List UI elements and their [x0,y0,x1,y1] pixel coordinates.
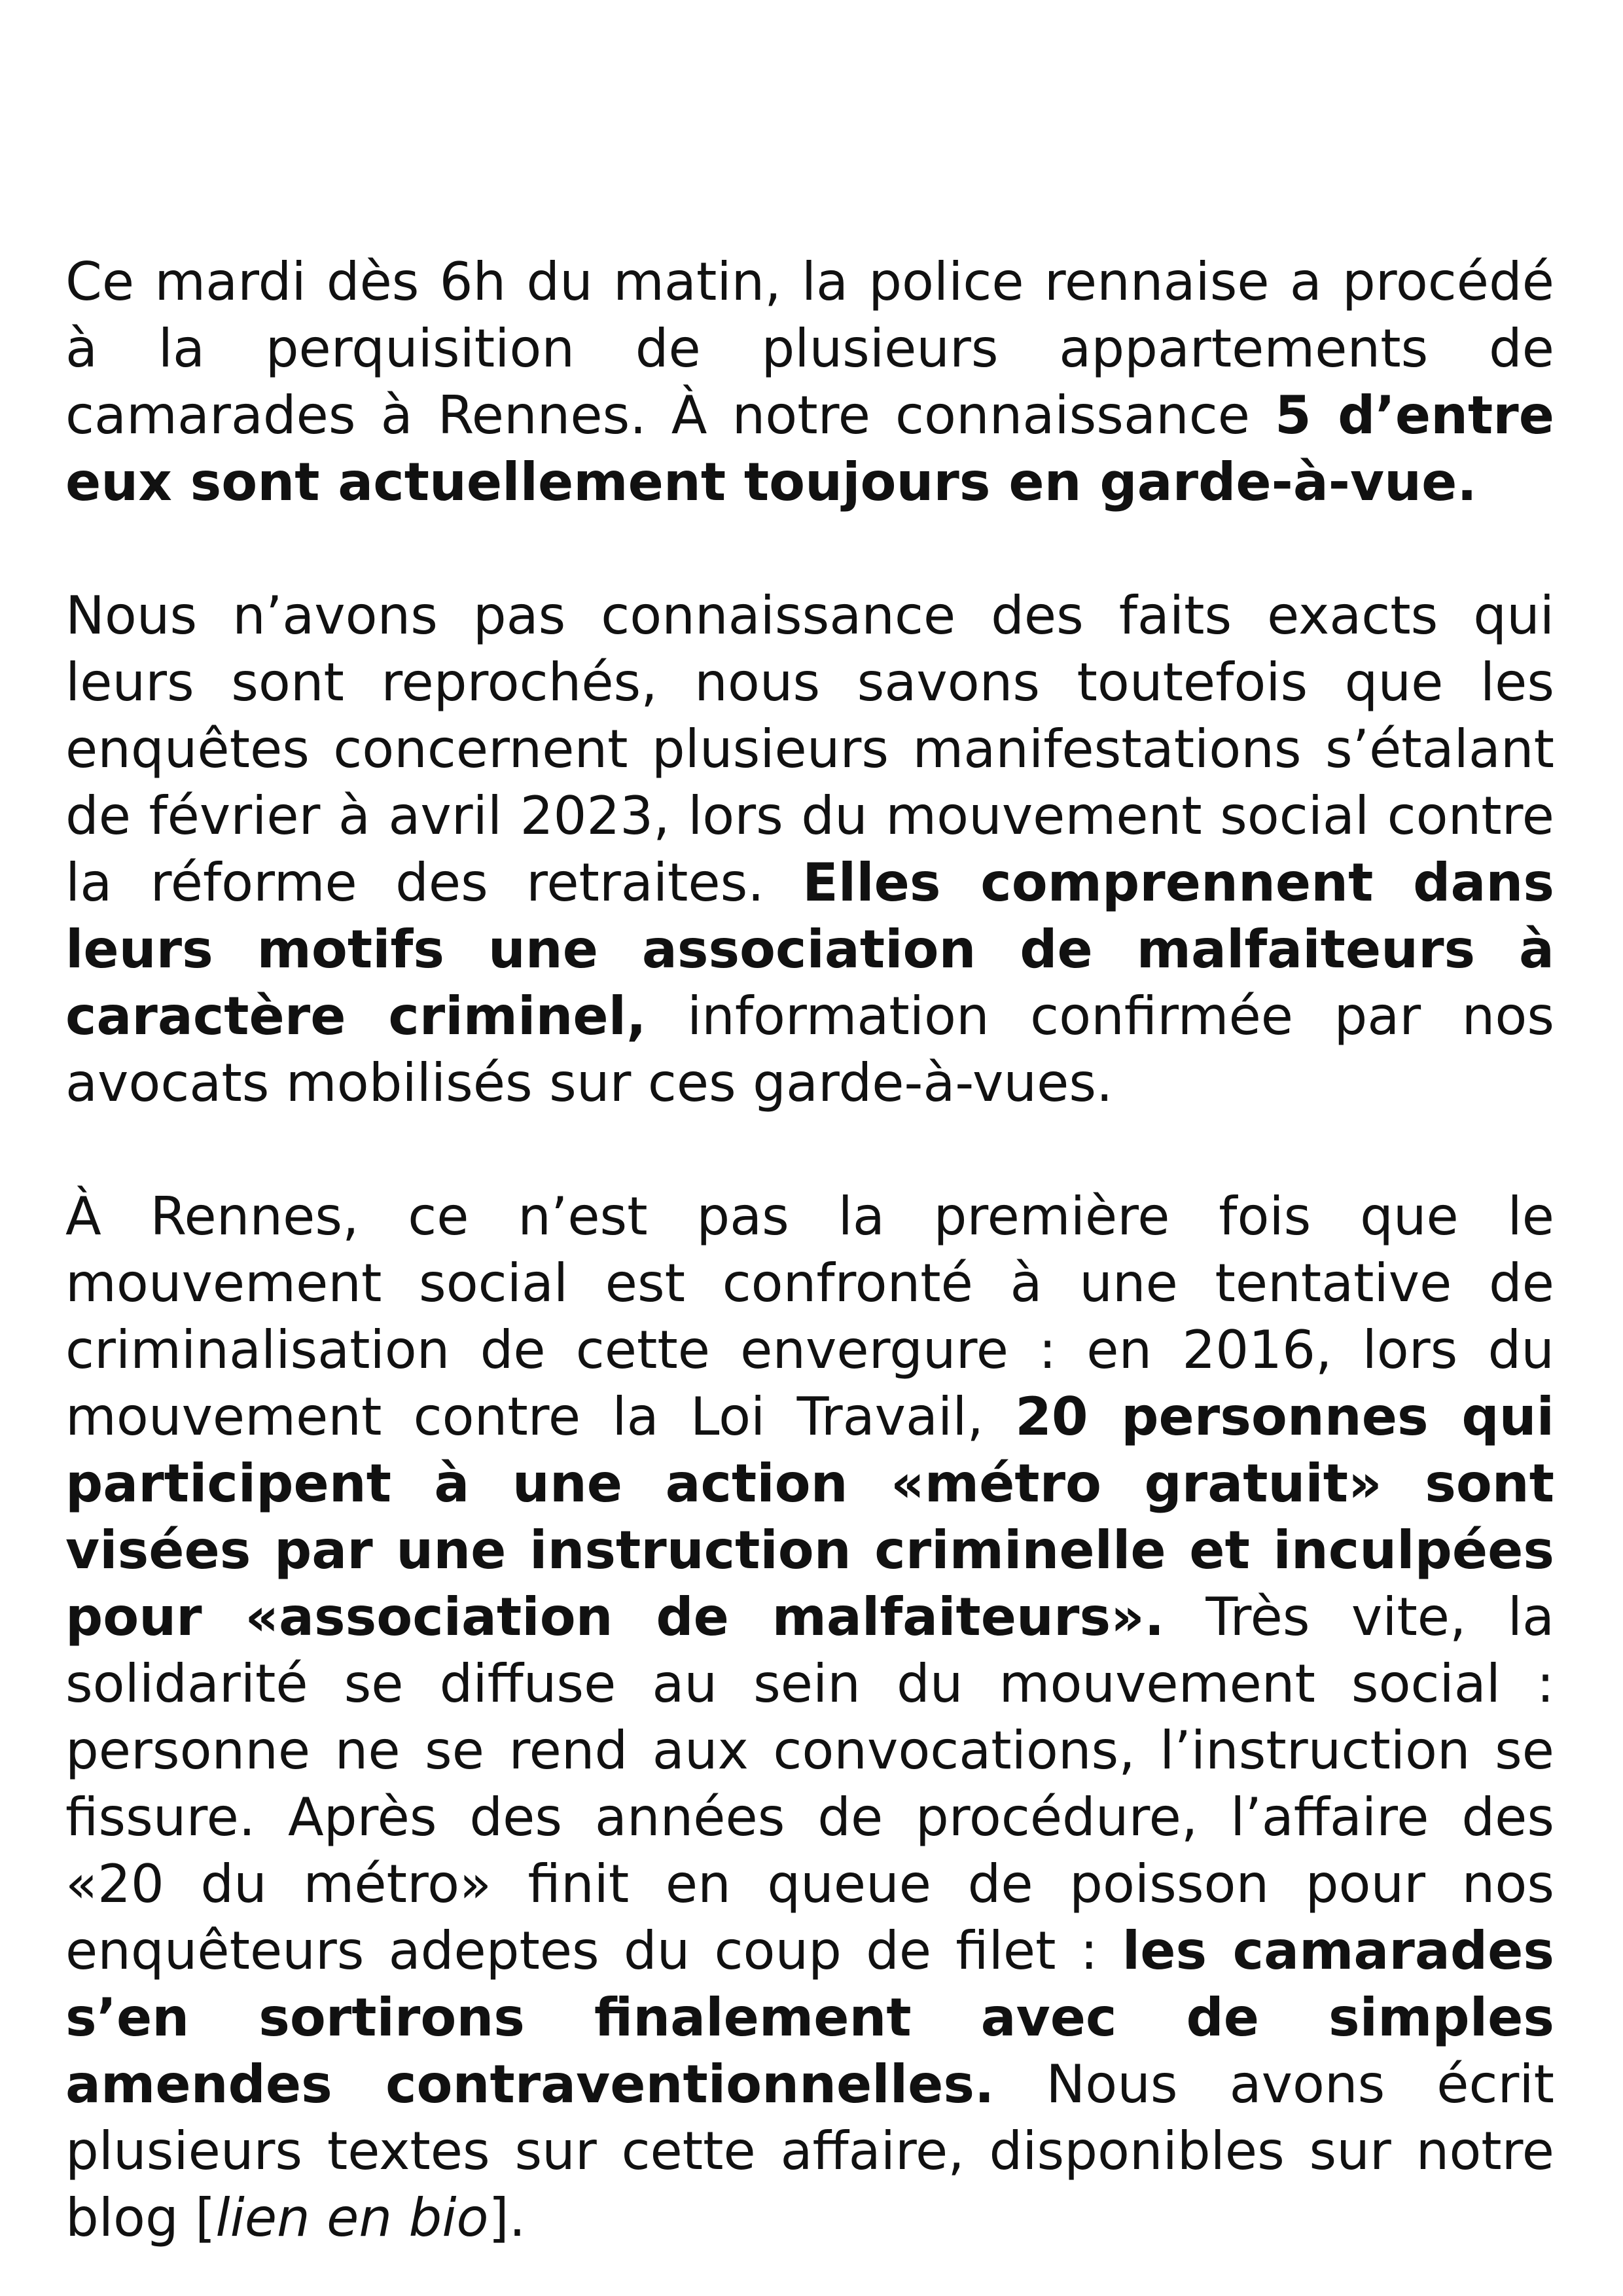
paragraph-2 [65,583,1554,1117]
paragraph-3-run-3: Très vite, la solidarité se diffuse au sein du mouvement social : personne ne se rend aux convocations, l’instruction se fissure. Après des années de procédure, l’affaire des «20 du métro» finit en queue de poisson pour nos enquêteurs adeptes du coup de filet : [65,1587,1554,1981]
paragraph-3 [65,1183,1554,2251]
paragraph-3-run-1: À Rennes, ce n’est pas la première fois que le mouvement social est confronté à une tentative de criminalisation de cette envergure : en 2016, lors du mouvement contre la Loi Travail, [65,1186,1554,1447]
paragraph-1-run-1: Ce mardi dès 6h du matin, la police rennaise a procédé à la perquisition de plusieurs appartements de camarades à Rennes. À notre connaissance [65,251,1554,446]
paragraph-2-run-3: information confirmée par nos avocats mobilisés sur ces garde-à-vues. [65,986,1554,1113]
paragraph-3-run-4: les camarades s’en sortirons finalement avec de simples amendes contraventionnelles. [65,1920,1554,2115]
paragraph-2-run-2: Elles comprennent dans leurs motifs une association de malfaiteurs à caractère criminel, [65,852,1555,1047]
paragraph-2-run-1: Nous n’avons pas connaissance des faits exacts qui leurs sont reprochés, nous savons toutefois que les enquêtes concernent plusieurs manifestations s’étalant de février à avril 2023, lors du mouvement social contre la réforme des retraites. [65,585,1554,913]
paragraph-3-run-5: Nous avons écrit plusieurs textes sur cette affaire, disponibles sur notre blog [ [65,2054,1554,2248]
blog-link-text: lien en bio [215,2187,489,2248]
paragraph-3-run-2: 20 personnes qui participent à une action «métro gratuit» sont visées par une instruction criminelle et inculpées pour «association de malfaiteurs». [65,1386,1555,1647]
paragraph-1-run-2: 5 d’entre eux sont actuellement toujours en garde-à-vue. [65,385,1554,512]
paragraph-3-run-7: ]. [488,2187,526,2248]
article-body [65,249,1554,2251]
paragraph-1 [65,249,1554,516]
